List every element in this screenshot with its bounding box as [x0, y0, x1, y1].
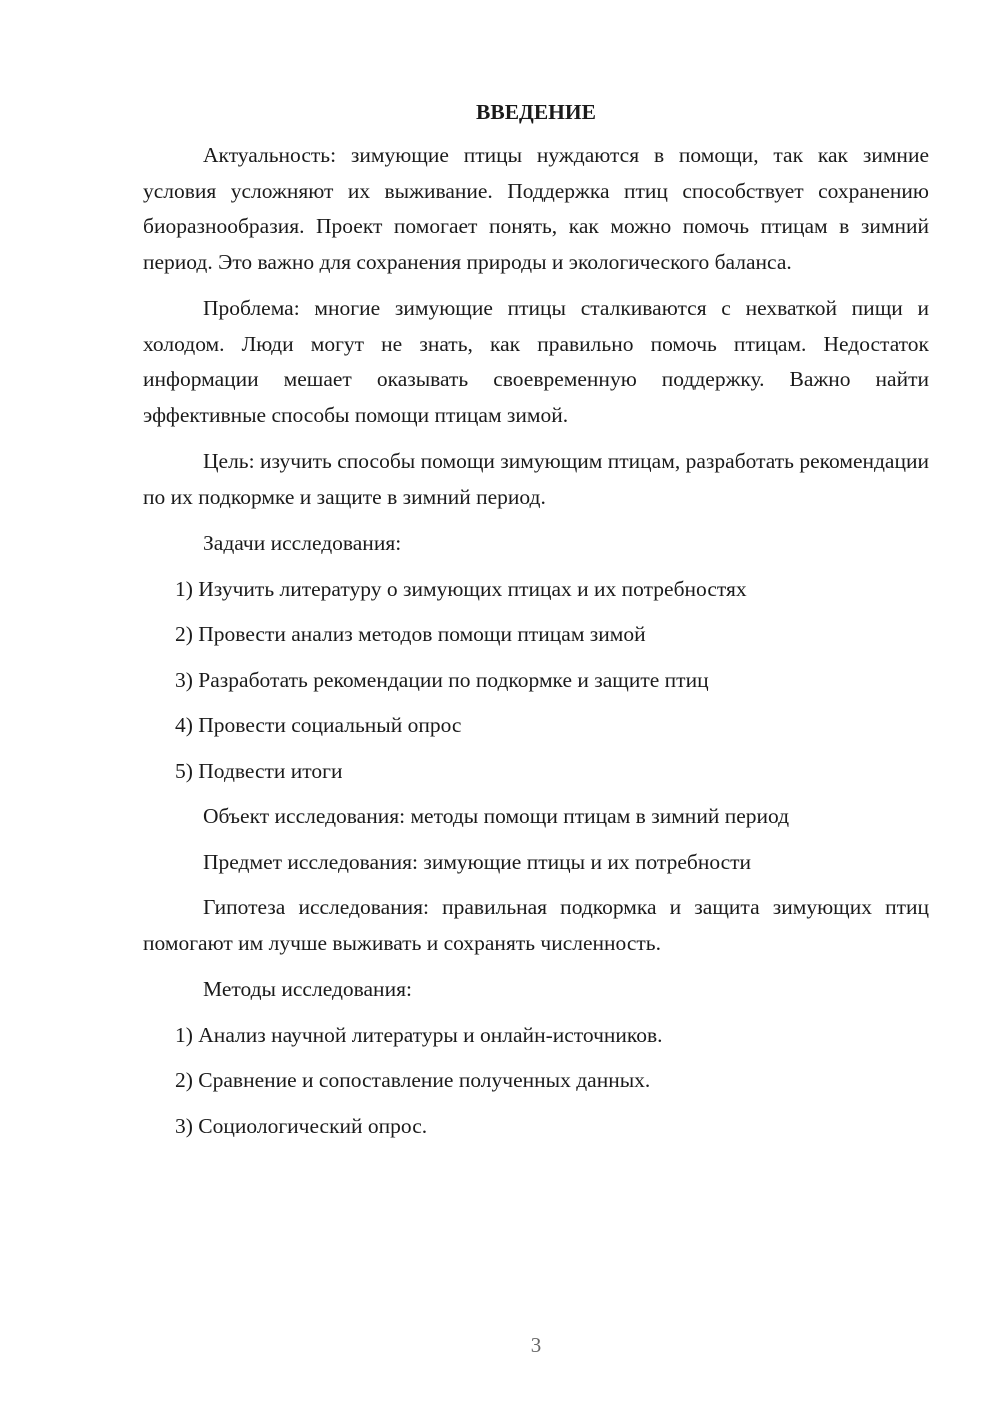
relevance-paragraph: Актуальность: зимующие птицы нуждаются в помощи, так как зимние условия усложняют их выживание. Поддержка птиц способствует сохранению биоразнообразия. Проект помогает понять, как можно помочь птицам в зимний период. Это важно для сохранения природы и экологического баланса. — [143, 143, 929, 274]
goal-paragraph: Цель: изучить способы помощи зимующим птицам, разработать рекомендации по их подкормке и защите в зимний период. — [143, 449, 929, 509]
page-title: ВВЕДЕНИЕ — [476, 100, 596, 124]
research-object: Объект исследования: методы помощи птицам в зимний период — [203, 804, 790, 828]
methods-heading: Методы исследования: — [203, 977, 412, 1001]
task-item: 4) Провести социальный опрос — [175, 713, 462, 737]
task-item: 2) Провести анализ методов помощи птицам зимой — [175, 622, 646, 646]
page-content — [143, 97, 929, 1154]
task-item: 1) Изучить литературу о зимующих птицах и их потребностях — [175, 576, 747, 601]
page-number: 3 — [530, 1333, 542, 1357]
tasks-heading: Задачи исследования: — [203, 531, 402, 555]
method-item: 1) Анализ научной литературы и онлайн-источников. — [175, 1022, 663, 1047]
task-item: 5) Подвести итоги — [175, 758, 343, 783]
method-item: 3) Социологический опрос. — [175, 1113, 428, 1138]
problem-paragraph: Проблема: многие зимующие птицы сталкиваются с нехваткой пищи и холодом. Люди могут не знать, как правильно помочь птицам. Недостаток информации мешает оказывать своевременную поддержку. Важно найти эффективные способы помощи птицам зимой. — [143, 296, 929, 427]
hypothesis-paragraph: Гипотеза исследования: правильная подкормка и защита зимующих птиц помогают им лучше выживать и сохранять численность. — [143, 895, 929, 955]
task-item: 3) Разработать рекомендации по подкормке и защите птиц — [175, 667, 709, 692]
method-item: 2) Сравнение и сопоставление полученных данных. — [175, 1068, 651, 1092]
research-subject: Предмет исследования: зимующие птицы и их потребности — [203, 849, 752, 874]
